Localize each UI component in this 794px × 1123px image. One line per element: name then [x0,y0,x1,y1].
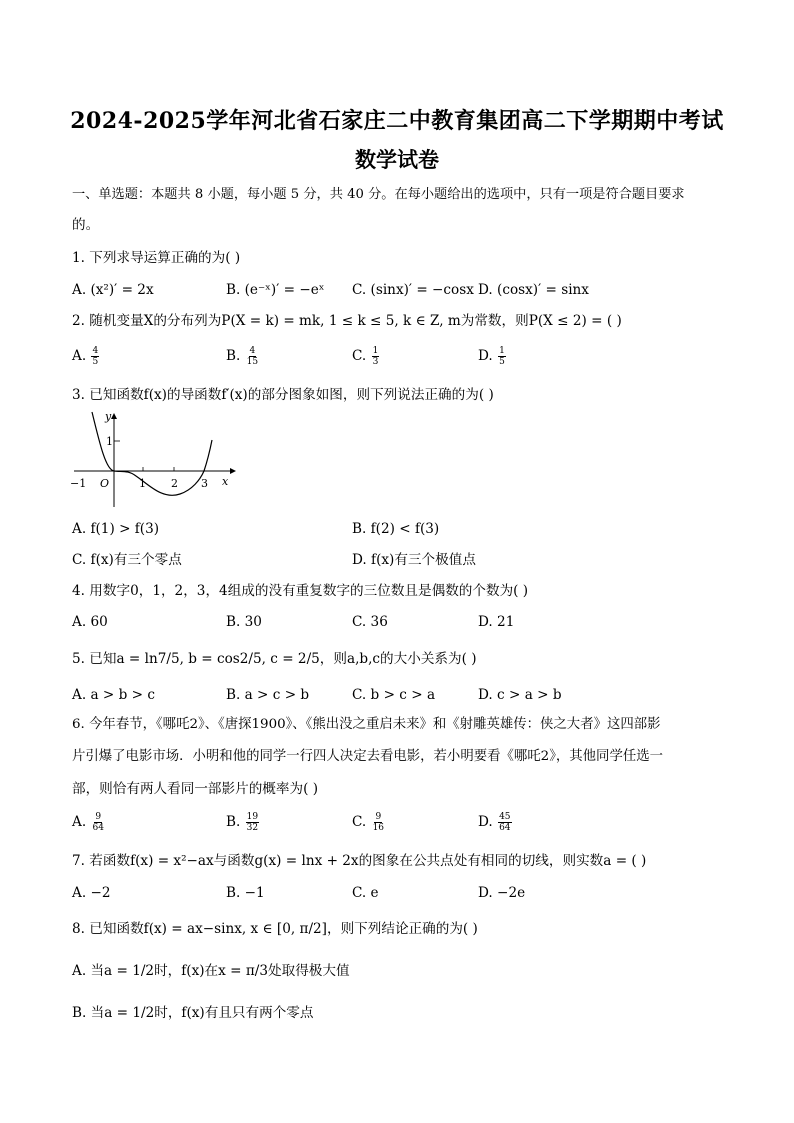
q7-option-d: D. −2e [478,885,526,901]
q3-option-b: B. f(2) < f(3) [352,521,440,537]
q6-option-a: A. $\frac{9}{64}$ [72,812,104,833]
q5-option-c: C. b > c > a [352,687,436,703]
q7-option-b: B. −1 [226,885,265,901]
q2-option-c: C. $\frac{1}{3}$ [352,346,379,367]
q2-option-b: B. $\frac{4}{15}$ [226,346,259,367]
q6-stem-line2: 片引爆了电影市场．小明和他的同学一行四人决定去看电影，若小明要看《哪吒2》，其他同学任选一 [72,749,664,764]
q4-option-c: C. 36 [352,614,388,630]
y-axis-arrow [111,413,117,419]
q2-option-d: D. $\frac{1}{5}$ [478,346,505,367]
q5-option-d: D. c > a > b [478,687,562,703]
q6-stem-line1: 6. 今年春节，《哪吒2》、《唐探1900》、《熊出没之重启未来》和《射雕英雄传：侠之大者》这四部影 [72,717,661,732]
q5-expression: a = ln7/5, b = cos2/5, c = 2/5 [116,651,320,667]
q3-stem: 3. 已知函数f(x)的导函数f′(x)的部分图象如图，则下列说法正确的为( ) [72,387,494,403]
q4-stem: 4. 用数字0，1，2，3，4组成的没有重复数字的三位数且是偶数的个数为( ) [72,583,529,599]
q7-option-a: A. −2 [72,885,111,901]
q4-option-b: B. 30 [226,614,262,630]
q5-option-a: A. a > b > c [72,687,155,703]
q6-option-d: D. $\frac{45}{64}$ [478,812,511,833]
q1-stem: 1. 下列求导运算正确的为( ) [72,250,241,266]
x-axis-arrow [230,468,236,474]
x-2-label: 2 [171,477,178,490]
q3-option-d: D. f(x)有三个极值点 [352,552,476,568]
q4-option-a: A. 60 [72,614,108,630]
q2-stem: 2. 随机变量X的分布列为P(X = k) = mk, 1 ≤ k ≤ 5, k ∈ Z, m为常数，则P(X ≤ 2) = ( ) [72,313,622,329]
q7-stem: 7. 若函数f(x) = x²−ax与函数g(x) = lnx + 2x的图象在公共点处有相同的切线，则实数a = ( ) [72,853,647,869]
x-axis-label: x [222,475,229,488]
q1-option-c: C. (sinx)′ = −cosx [352,282,474,298]
q8-option-b: B. 当a = 1/2时，f(x)有且只有两个零点 [72,1005,314,1021]
q6-stem-line3: 部，则恰有两人看同一部影片的概率为( ) [72,781,319,797]
q8-interval: [0, π/2] [276,921,327,937]
q8-stem: 8. 已知函数f(x) = ax−sinx, x ∈ [0, π/2]，则下列结论正确的为( ) [72,921,478,937]
y-axis-label: y [105,410,112,423]
q1-option-d: D. (cosx)′ = sinx [478,282,589,298]
x-1-label: 1 [139,477,146,490]
q1-option-b: B. (e⁻ˣ)′ = −eˣ [226,282,325,298]
q5-stem: 5. 已知a = ln7/5, b = cos2/5, c = 2/5，则a,b,c的大小关系为( ) [72,651,477,667]
exam-subject: 数学试卷 [355,147,439,172]
q1-option-a: A. (x²)′ = 2x [72,282,154,298]
q2-option-a: A. $\frac{4}{5}$ [72,346,99,367]
q6-option-b: B. $\frac{19}{32}$ [226,812,259,833]
q6-option-c: C. $\frac{9}{16}$ [352,812,385,833]
q3-option-a: A. f(1) > f(3) [72,521,160,537]
section-intro-line1: 一、单选题：本题共 8 小题，每小题 5 分，共 40 分。在每小题给出的选项中，只有一项是符合题目要求 [72,187,685,202]
section-intro-line2: 的。 [72,217,100,233]
q3-option-c: C. f(x)有三个零点 [72,552,182,568]
q8-option-a: A. 当a = 1/2时，f(x)在x = π/3处取得极大值 [72,963,350,979]
y-one-label: 1 [106,435,113,448]
q7-option-c: C. e [352,885,379,901]
exam-title: 2024-2025学年河北省石家庄二中教育集团高二下学期期中考试 [70,108,724,134]
derivative-graph [70,410,240,510]
x-3-label: 3 [201,477,208,490]
q4-option-d: D. 21 [478,614,515,630]
derivative-curve [92,412,212,495]
x-neg1-label: −1 [70,477,87,490]
q5-option-b: B. a > c > b [226,687,310,703]
origin-label: O [100,477,110,490]
